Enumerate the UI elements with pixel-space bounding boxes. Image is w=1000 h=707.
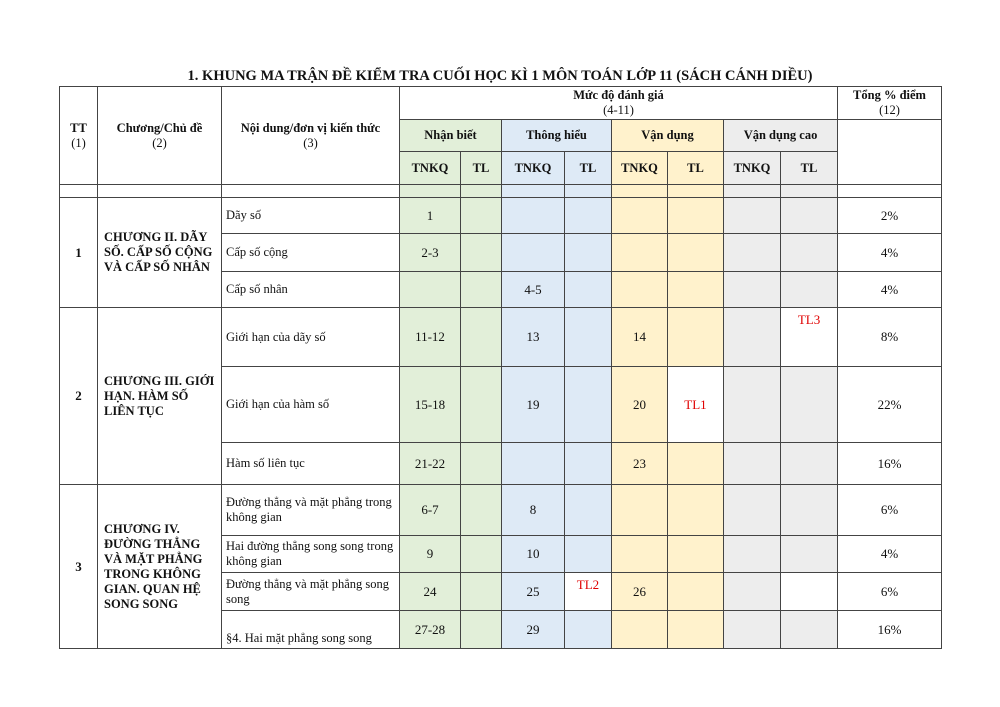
cell-th-tl bbox=[565, 272, 612, 308]
cell-vdc-tnkq bbox=[724, 443, 781, 485]
spacer-cell bbox=[565, 185, 612, 198]
header-total-label: Tổng % điểm bbox=[853, 88, 926, 102]
header-total-num: (12) bbox=[879, 103, 900, 117]
cell-th-tnkq bbox=[502, 198, 565, 234]
row-content: Giới hạn của dãy số bbox=[222, 308, 400, 367]
cell-th-tnkq: 4-5 bbox=[502, 272, 565, 308]
header-sub-vdc-tnkq: TNKQ bbox=[724, 152, 781, 185]
cell-nb-tnkq: 9 bbox=[400, 536, 461, 573]
cell-vdc-tnkq bbox=[724, 234, 781, 272]
spacer-cell bbox=[838, 185, 942, 198]
cell-vd-tnkq: 26 bbox=[612, 573, 668, 611]
cell-vd-tnkq bbox=[612, 611, 668, 649]
cell-total: 4% bbox=[838, 272, 942, 308]
cell-vd-tnkq bbox=[612, 485, 668, 536]
spacer-cell bbox=[60, 185, 98, 198]
spacer-cell bbox=[781, 185, 838, 198]
cell-vdc-tl bbox=[781, 485, 838, 536]
cell-nb-tl bbox=[461, 272, 502, 308]
cell-vdc-tl bbox=[781, 272, 838, 308]
spacer-cell bbox=[400, 185, 461, 198]
cell-vd-tnkq: 14 bbox=[612, 308, 668, 367]
cell-vdc-tnkq bbox=[724, 611, 781, 649]
header-tt-label: TT bbox=[70, 120, 87, 135]
header-van-dung-cao: Vận dụng cao bbox=[724, 120, 838, 152]
cell-th-tnkq: 13 bbox=[502, 308, 565, 367]
cell-total: 16% bbox=[838, 611, 942, 649]
cell-nb-tnkq: 6-7 bbox=[400, 485, 461, 536]
cell-nb-tnkq: 1 bbox=[400, 198, 461, 234]
row-content: Dãy số bbox=[222, 198, 400, 234]
cell-total: 4% bbox=[838, 536, 942, 573]
spacer-cell bbox=[98, 185, 222, 198]
cell-th-tnkq: 8 bbox=[502, 485, 565, 536]
header-chapter-num: (2) bbox=[152, 135, 167, 150]
header-sub-vdc-tl: TL bbox=[781, 152, 838, 185]
cell-vd-tl bbox=[668, 611, 724, 649]
header-sub-vd-tnkq: TNKQ bbox=[612, 152, 668, 185]
cell-th-tl bbox=[565, 485, 612, 536]
spacer-cell bbox=[502, 185, 565, 198]
header-chapter bbox=[98, 87, 222, 185]
cell-th-tl bbox=[565, 536, 612, 573]
header-row-1 bbox=[60, 87, 942, 120]
cell-th-tl bbox=[565, 234, 612, 272]
group-chapter: CHƯƠNG IV. ĐƯỜNG THẲNG VÀ MẶT PHẲNG TRONG KHÔNG GIAN. QUAN HỆ SONG SONG bbox=[98, 485, 222, 649]
cell-vdc-tnkq bbox=[724, 536, 781, 573]
cell-vd-tl bbox=[668, 536, 724, 573]
cell-th-tl bbox=[565, 308, 612, 367]
cell-th-tnkq bbox=[502, 443, 565, 485]
cell-vdc-tl bbox=[781, 198, 838, 234]
cell-nb-tnkq bbox=[400, 272, 461, 308]
cell-vd-tnkq bbox=[612, 272, 668, 308]
document-title: 1. KHUNG MA TRẬN ĐỀ KIỂM TRA CUỐI HỌC KÌ 1 MÔN TOÁN LỚP 11 (SÁCH CÁNH DIỀU) bbox=[187, 68, 813, 84]
cell-vdc-tl bbox=[781, 611, 838, 649]
cell-vdc-tl bbox=[781, 234, 838, 272]
header-tt-num: (1) bbox=[71, 135, 86, 150]
cell-nb-tnkq: 24 bbox=[400, 573, 461, 611]
cell-vd-tl bbox=[668, 308, 724, 367]
cell-th-tl bbox=[565, 198, 612, 234]
header-sub-th-tnkq: TNKQ bbox=[502, 152, 565, 185]
cell-vdc-tl bbox=[781, 367, 838, 443]
cell-vd-tnkq bbox=[612, 198, 668, 234]
row-content: Đường thẳng và mặt phẳng song song bbox=[222, 573, 400, 611]
header-chapter-label: Chương/Chủ đề bbox=[116, 120, 203, 135]
cell-nb-tl bbox=[461, 367, 502, 443]
row-content: Giới hạn của hàm số bbox=[222, 367, 400, 443]
cell-nb-tl bbox=[461, 485, 502, 536]
cell-nb-tnkq: 27-28 bbox=[400, 611, 461, 649]
cell-total: 2% bbox=[838, 198, 942, 234]
cell-vdc-tnkq bbox=[724, 198, 781, 234]
spacer-cell bbox=[724, 185, 781, 198]
cell-vd-tnkq: 20 bbox=[612, 367, 668, 443]
header-level bbox=[400, 87, 838, 120]
cell-nb-tl bbox=[461, 308, 502, 367]
cell-nb-tnkq: 11-12 bbox=[400, 308, 461, 367]
cell-total: 22% bbox=[838, 367, 942, 443]
spacer-cell bbox=[668, 185, 724, 198]
cell-th-tnkq: 19 bbox=[502, 367, 565, 443]
cell-th-tnkq: 10 bbox=[502, 536, 565, 573]
table-row bbox=[60, 308, 942, 367]
header-tt bbox=[60, 87, 98, 185]
row-content: Hàm số liên tục bbox=[222, 443, 400, 485]
spacer-cell bbox=[612, 185, 668, 198]
cell-nb-tl bbox=[461, 573, 502, 611]
cell-th-tl bbox=[565, 367, 612, 443]
cell-vd-tnkq bbox=[612, 234, 668, 272]
cell-th-tnkq: 29 bbox=[502, 611, 565, 649]
header-van-dung: Vận dụng bbox=[612, 120, 724, 152]
cell-total: 6% bbox=[838, 485, 942, 536]
row-content: Hai đường thẳng song song trong không gian bbox=[222, 536, 400, 573]
cell-nb-tl bbox=[461, 536, 502, 573]
table-row bbox=[60, 198, 942, 234]
header-thong-hieu: Thông hiểu bbox=[502, 120, 612, 152]
group-tt: 1 bbox=[60, 198, 98, 308]
cell-vd-tl bbox=[668, 573, 724, 611]
spacer-cell bbox=[461, 185, 502, 198]
cell-th-tl: TL2 bbox=[565, 573, 612, 611]
row-content: Cấp số cộng bbox=[222, 234, 400, 272]
cell-total: 8% bbox=[838, 308, 942, 367]
header-sub-nb-tl: TL bbox=[461, 152, 502, 185]
header-total bbox=[838, 87, 942, 120]
cell-th-tl bbox=[565, 611, 612, 649]
table-row bbox=[60, 485, 942, 536]
cell-total: 6% bbox=[838, 573, 942, 611]
group-chapter: CHƯƠNG II. DÃY SỐ. CẤP SỐ CỘNG VÀ CẤP SỐ NHÂN bbox=[98, 198, 222, 308]
cell-vd-tl: TL1 bbox=[668, 367, 724, 443]
cell-nb-tl bbox=[461, 198, 502, 234]
row-content: Đường thẳng và mặt phẳng trong không gian bbox=[222, 485, 400, 536]
group-tt: 2 bbox=[60, 308, 98, 485]
cell-nb-tl bbox=[461, 234, 502, 272]
cell-vd-tl bbox=[668, 485, 724, 536]
header-content bbox=[222, 87, 400, 185]
header-content-num: (3) bbox=[303, 135, 318, 150]
row-content: Cấp số nhân bbox=[222, 272, 400, 308]
cell-vd-tl bbox=[668, 234, 724, 272]
group-chapter: CHƯƠNG III. GIỚI HẠN. HÀM SỐ LIÊN TỤC bbox=[98, 308, 222, 485]
cell-th-tnkq: 25 bbox=[502, 573, 565, 611]
cell-vdc-tnkq bbox=[724, 573, 781, 611]
cell-vd-tl bbox=[668, 272, 724, 308]
cell-vd-tl bbox=[668, 443, 724, 485]
spacer-cell bbox=[222, 185, 400, 198]
cell-th-tnkq bbox=[502, 234, 565, 272]
header-sub-th-tl: TL bbox=[565, 152, 612, 185]
assessment-matrix-table bbox=[59, 86, 942, 649]
header-sub-vd-tl: TL bbox=[668, 152, 724, 185]
header-nhan-biet: Nhận biết bbox=[400, 120, 502, 152]
cell-nb-tl bbox=[461, 443, 502, 485]
header-level-num: (4-11) bbox=[603, 103, 634, 117]
cell-nb-tnkq: 15-18 bbox=[400, 367, 461, 443]
cell-nb-tnkq: 21-22 bbox=[400, 443, 461, 485]
header-spacer-row bbox=[60, 185, 942, 198]
cell-vd-tnkq bbox=[612, 536, 668, 573]
cell-vdc-tl: TL3 bbox=[781, 308, 838, 367]
header-sub-nb-tnkq: TNKQ bbox=[400, 152, 461, 185]
cell-th-tl bbox=[565, 443, 612, 485]
cell-nb-tnkq: 2-3 bbox=[400, 234, 461, 272]
cell-vdc-tnkq bbox=[724, 485, 781, 536]
header-content-label: Nội dung/đơn vị kiến thức bbox=[240, 120, 381, 135]
row-content: §4. Hai mặt phẳng song song bbox=[222, 611, 400, 649]
cell-vdc-tnkq bbox=[724, 367, 781, 443]
group-tt: 3 bbox=[60, 485, 98, 649]
cell-vdc-tl bbox=[781, 573, 838, 611]
cell-vd-tl bbox=[668, 198, 724, 234]
header-total-blank bbox=[838, 120, 942, 185]
cell-nb-tl bbox=[461, 611, 502, 649]
cell-total: 4% bbox=[838, 234, 942, 272]
cell-total: 16% bbox=[838, 443, 942, 485]
cell-vdc-tl bbox=[781, 443, 838, 485]
cell-vdc-tnkq bbox=[724, 272, 781, 308]
cell-vd-tnkq: 23 bbox=[612, 443, 668, 485]
cell-vdc-tl bbox=[781, 536, 838, 573]
header-level-label: Mức độ đánh giá bbox=[573, 88, 664, 102]
cell-vdc-tnkq bbox=[724, 308, 781, 367]
